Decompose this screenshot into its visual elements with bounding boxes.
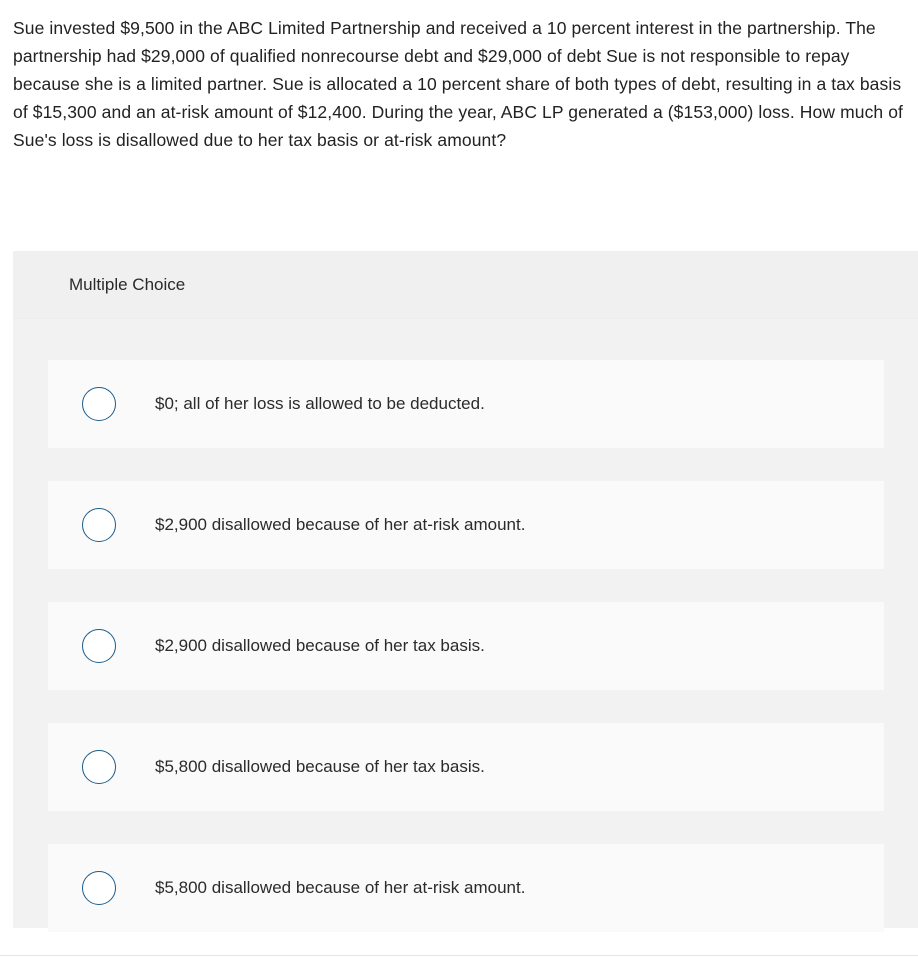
radio-button[interactable]	[82, 750, 116, 784]
question-text: Sue invested $9,500 in the ABC Limited Partnership and received a 10 percent interest in the partnership. The partnership had $29,000 of qualified nonrecourse debt and $29,000 of debt Sue is not responsible to repay because she is a limited partner. Sue is allocated a 10 percent share of both types of debt, resulting in a tax basis of $15,300 and an at-risk amount of $12,400. During the year, ABC LP generated a ($153,000) loss. How much of Sue's loss is disallowed due to her tax basis or at-risk amount?	[13, 18, 904, 150]
answer-option-3[interactable]	[48, 602, 884, 690]
answer-option-4[interactable]	[48, 723, 884, 811]
answer-option-label: $2,900 disallowed because of her at-risk amount.	[155, 515, 526, 534]
answer-option-label: $5,800 disallowed because of her at-risk amount.	[155, 878, 526, 897]
answer-option-5[interactable]	[48, 844, 884, 932]
answer-option-label: $2,900 disallowed because of her tax basis.	[155, 636, 485, 655]
radio-button[interactable]	[82, 871, 116, 905]
answer-option-label: $0; all of her loss is allowed to be deducted.	[155, 394, 485, 413]
divider	[0, 955, 918, 956]
multiple-choice-header: Multiple Choice	[13, 251, 918, 319]
radio-button[interactable]	[82, 629, 116, 663]
answer-option-2[interactable]	[48, 481, 884, 569]
radio-button[interactable]	[82, 508, 116, 542]
answer-option-1[interactable]	[48, 360, 884, 448]
radio-button[interactable]	[82, 387, 116, 421]
answer-options-list	[48, 360, 884, 932]
answer-option-label: $5,800 disallowed because of her tax basis.	[155, 757, 485, 776]
multiple-choice-panel	[13, 251, 918, 928]
